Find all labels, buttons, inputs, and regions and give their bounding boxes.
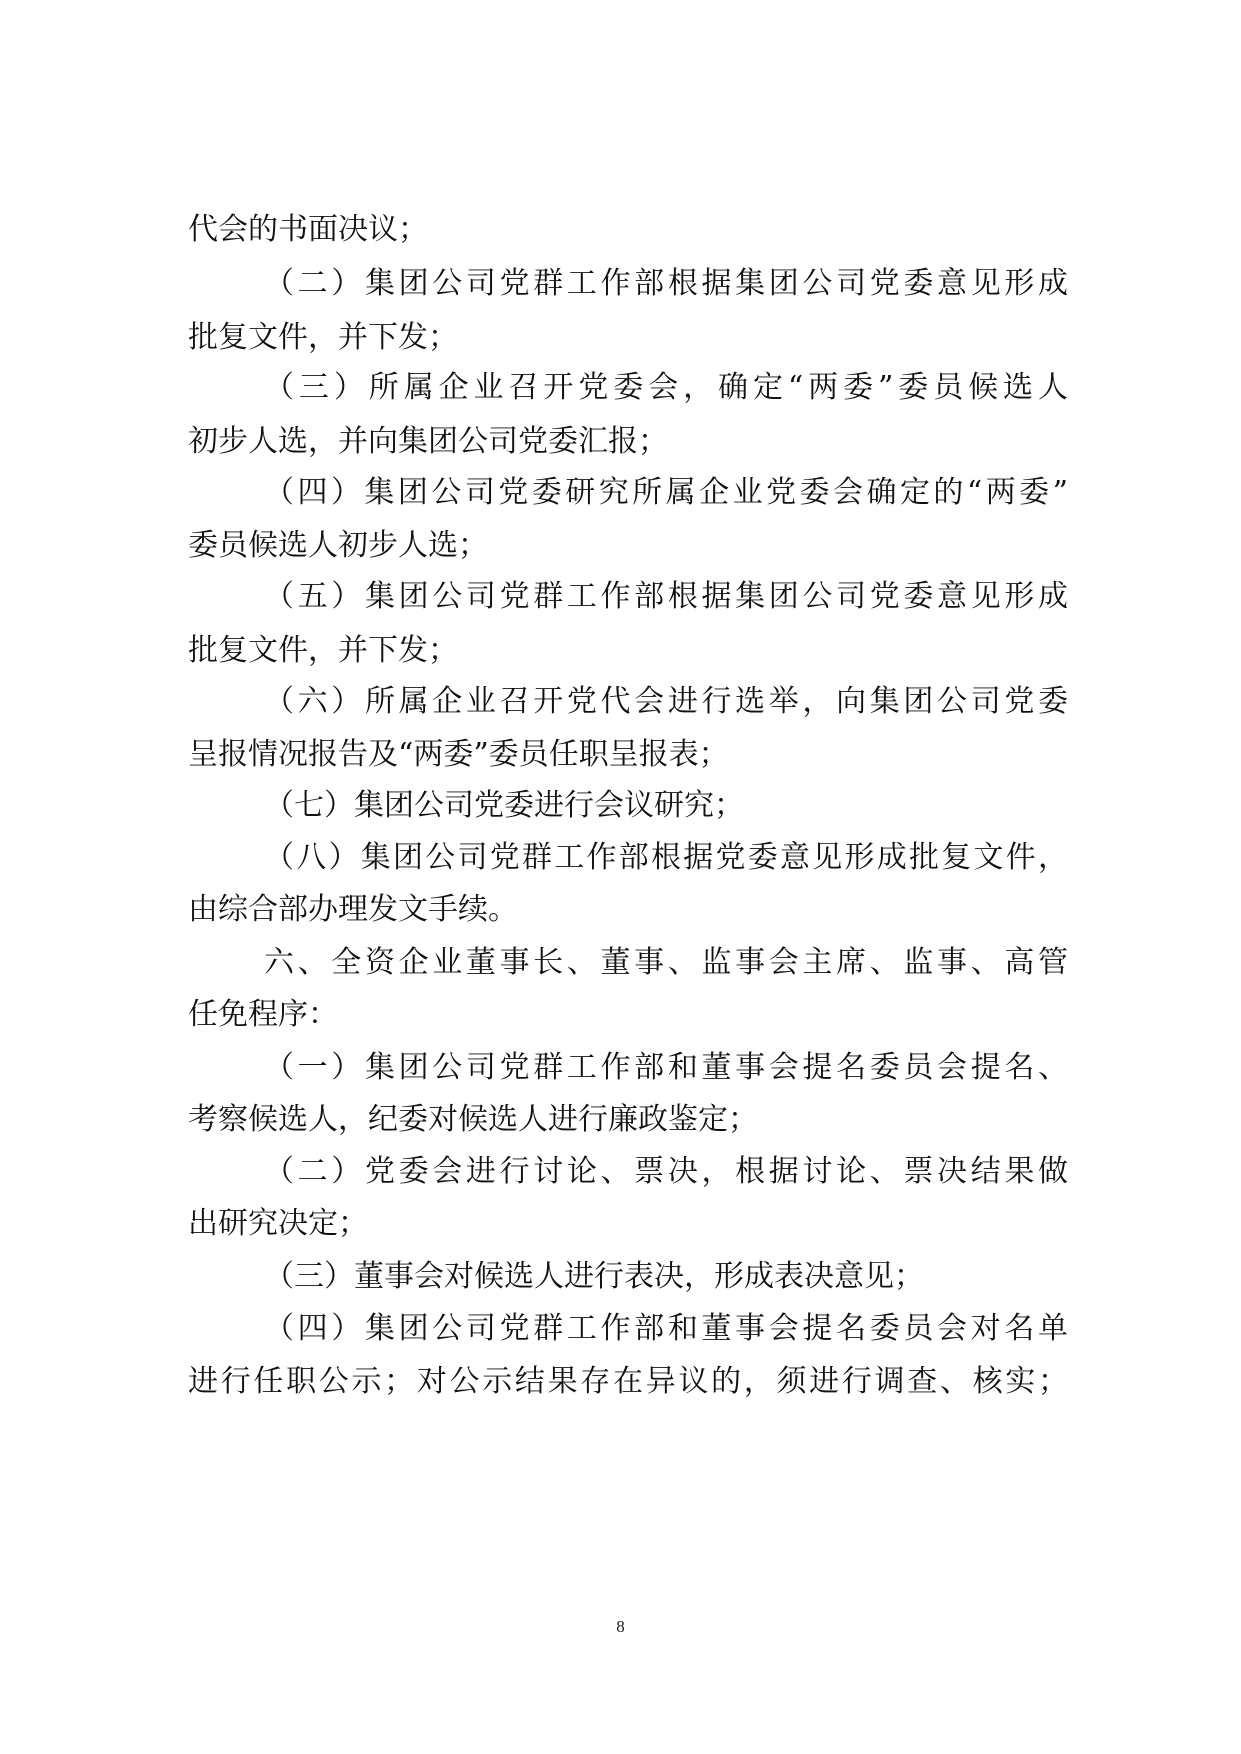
text-line: 任免程序： [188,997,338,1032]
text-line: （六）所属企业召开党代会进行选举，向集团公司党委 [264,684,1068,719]
text-line: （五）集团公司党群工作部根据集团公司党委意见形成 [264,579,1068,614]
text-line: （二）集团公司党群工作部根据集团公司党委意见形成 [264,266,1068,301]
text-line: 考察候选人，纪委对候选人进行廉政鉴定； [188,1102,758,1137]
text-line: （四）集团公司党委研究所属企业党委会确定的“两委” [264,475,1068,510]
page-number: 8 [616,1617,625,1636]
text-line: （八）集团公司党群工作部根据党委意见形成批复文件， [264,840,1068,875]
text-line: （四）集团公司党群工作部和董事会提名委员会对名单 [264,1311,1068,1346]
text-line: 出研究决定； [188,1206,368,1241]
text-line: 委员候选人初步人选； [188,528,488,563]
text-line: 代会的书面决议； [188,212,428,247]
text-line: 批复文件，并下发； [188,320,458,355]
text-line: （三）董事会对候选人进行表决，形成表决意见； [264,1259,924,1294]
text-line: （三）所属企业召开党委会，确定“两委”委员候选人 [264,370,1068,405]
text-line: 由综合部办理发文手续。 [188,892,518,927]
text-line: （一）集团公司党群工作部和董事会提名委员会提名、 [264,1050,1068,1085]
text-line: 呈报情况报告及“两委”委员任职呈报表； [188,737,729,772]
text-line: （二）党委会进行讨论、票决，根据讨论、票决结果做 [264,1154,1068,1189]
text-line: 初步人选，并向集团公司党委汇报； [188,424,668,459]
text-line: （七）集团公司党委进行会议研究； [264,788,744,823]
text-line: 批复文件，并下发； [188,633,458,668]
text-line: 进行任职公示；对公示结果存在异议的，须进行调查、核实； [188,1364,1068,1399]
text-line: 六、全资企业董事长、董事、监事会主席、监事、高管 [264,945,1068,980]
